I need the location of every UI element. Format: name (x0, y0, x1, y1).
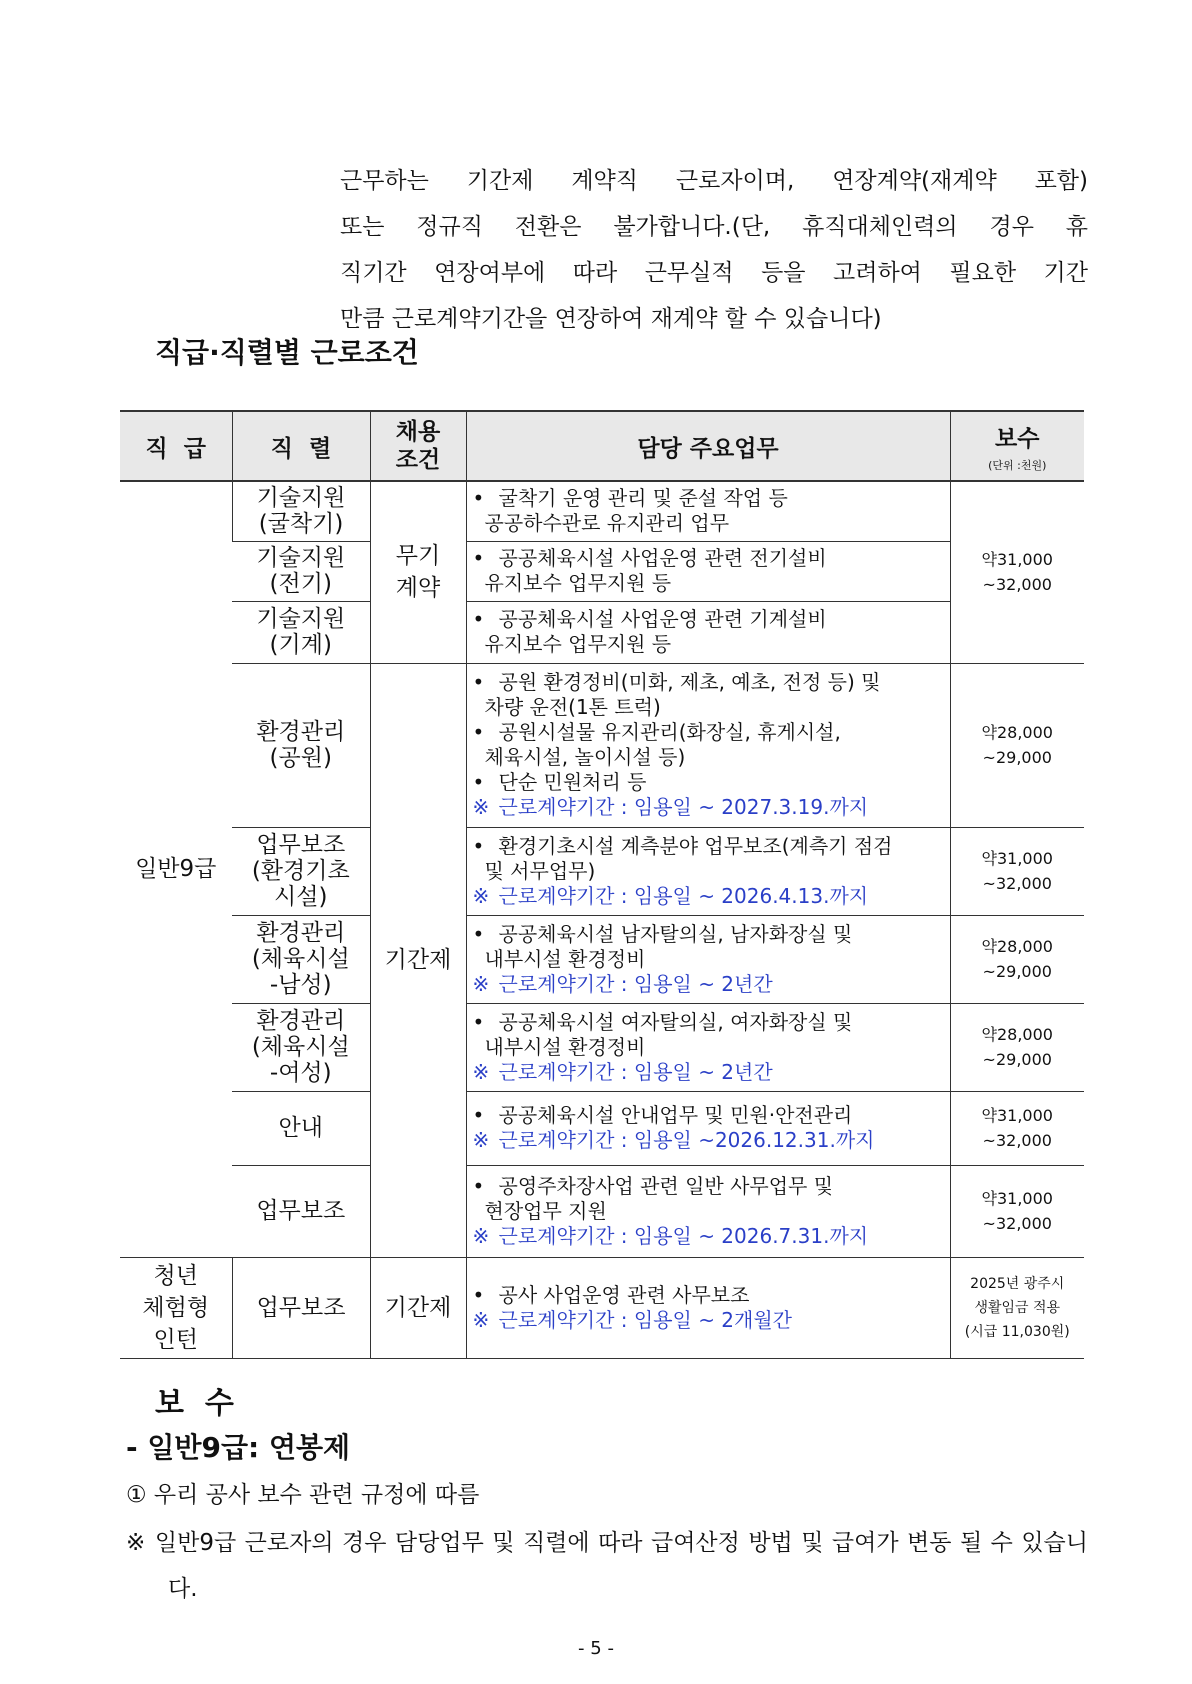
header-pay-unit: (단위 :천원) (988, 458, 1047, 472)
table-row (120, 1257, 1084, 1358)
grade-intern: 청년 체험형 인턴 (120, 1257, 232, 1358)
duty-cell (466, 1091, 950, 1165)
series-cell: 환경관리 (공원) (232, 663, 370, 827)
series-cell: 환경관리 (체육시설 -여성) (232, 1003, 370, 1091)
duty-cell (466, 1257, 950, 1358)
duty-bullet: • 공공체육시설 여자탈의실, 여자화장실 및 내부시설 환경정비 (472, 1009, 853, 1059)
hiring-intern: 기간제 (370, 1257, 466, 1358)
contract-period-note: ※ 근로계약기간 : 임용일 ~ 2년간 (472, 971, 773, 996)
header-pay-label: 보수 (995, 425, 1040, 452)
intro-line: 만큼 근로계약기간을 연장하여 재계약 할 수 있습니다) (340, 306, 882, 332)
duty-bullet: • 공공체육시설 안내업무 및 민원·안전관리 (472, 1103, 853, 1127)
duty-bullet: • 공원시설물 유지관리(화장실, 휴게시설, 체육시설, 놀이시설 등) (472, 720, 841, 769)
hiring-fixed: 기간제 (370, 663, 466, 1257)
series-cell: 환경관리 (체육시설 -남성) (232, 915, 370, 1003)
duty-cell (466, 1003, 950, 1091)
series-cell: 안내 (232, 1091, 370, 1165)
pay-section-subtitle: - 일반9급: 연봉제 (126, 1431, 351, 1464)
series-cell: 업무보조 (환경기초 시설) (232, 827, 370, 915)
duty-cell (466, 915, 950, 1003)
pay-cell: 2025년 광주시 생활임금 적용 (시급 11,030원) (950, 1257, 1084, 1358)
contract-period-note: ※ 근로계약기간 : 임용일 ~ 2027.3.19.까지 (472, 795, 869, 819)
series-cell: 기술지원 (전기) (232, 541, 370, 601)
duty-bullet: • 공원 환경정비(미화, 제초, 예초, 전정 등) 및 차량 운전(1톤 트럭) (472, 670, 881, 719)
duty-cell (466, 1165, 950, 1257)
header-duties: 담당 주요업무 (466, 411, 950, 481)
duty-bullet: • 단순 민원처리 등 (472, 770, 647, 794)
header-series: 직 렬 (232, 411, 370, 481)
pay-cell: 약31,000 ~32,000 (950, 1165, 1084, 1257)
pay-cell: 약31,000 ~32,000 (950, 827, 1084, 915)
contract-period-note: ※ 근로계약기간 : 임용일 ~ 2개월간 (472, 1307, 792, 1332)
grade-general: 일반9급 (120, 481, 232, 1257)
table-row (120, 541, 1084, 601)
contract-period-note: ※ 근로계약기간 : 임용일 ~ 2026.4.13.까지 (472, 883, 869, 908)
page-number: - 5 - (578, 1638, 614, 1659)
header-grade: 직 급 (120, 411, 232, 481)
intro-paragraph (340, 158, 1088, 342)
duty-bullet: • 공사 사업운영 관련 사무보조 (472, 1282, 750, 1307)
duty-cell (466, 481, 950, 541)
intro-line: 직기간 연장여부에 따라 근무실적 등을 고려하여 필요한 기간 (340, 260, 1088, 286)
pay-note (126, 1520, 1088, 1612)
series-cell: 기술지원 (기계) (232, 601, 370, 663)
intro-line: 또는 정규직 전환은 불가합니다.(단, 휴직대체인력의 경우 휴 (340, 214, 1088, 240)
pay-cell: 약28,000 ~29,000 (950, 915, 1084, 1003)
series-cell: 업무보조 (232, 1257, 370, 1358)
duty-bullet: • 공공체육시설 남자탈의실, 남자화장실 및 내부시설 환경정비 (472, 921, 853, 971)
duty-bullet: • 공영주차장사업 관련 일반 사무업무 및 현장업무 지원 (472, 1173, 834, 1223)
pay-cell: 약28,000 ~29,000 (950, 663, 1084, 827)
duty-bullet: • 공공체육시설 사업운영 관련 기계설비 유지보수 업무지원 등 (472, 607, 827, 656)
intro-line: 근무하는 기간제 계약직 근로자이며, 연장계약(재계약 포함) (340, 168, 1088, 194)
pay-cell: 약28,000 ~29,000 (950, 1003, 1084, 1091)
duty-bullet: • 공공체육시설 사업운영 관련 전기설비 유지보수 업무지원 등 (472, 546, 827, 595)
duty-bullet: • 굴착기 운영 관리 및 준설 작업 등 공공하수관로 유지관리 업무 (472, 486, 788, 536)
header-pay (950, 411, 1084, 481)
table-row (120, 1091, 1084, 1165)
table-row (120, 601, 1084, 663)
table-header-row (120, 411, 1084, 481)
pay-note-text: ※ 일반9급 근로자의 경우 담당업무 및 직렬에 따라 급여산정 방법 및 급여가 변동 될 수 있습니다. (126, 1530, 1088, 1602)
pay-section-title: 보 수 (155, 1386, 234, 1421)
duty-bullet: • 환경기초시설 계측분야 업무보조(계측기 점검 및 서무업무) (472, 833, 893, 883)
duty-cell (466, 663, 950, 827)
contract-period-note: ※ 근로계약기간 : 임용일 ~ 2년간 (472, 1059, 773, 1084)
work-conditions-table (120, 410, 1084, 1359)
pay-permanent: 약31,000 ~32,000 (950, 481, 1084, 663)
pay-cell: 약31,000 ~32,000 (950, 1091, 1084, 1165)
table-row (120, 915, 1084, 1003)
duty-cell (466, 601, 950, 663)
contract-period-note: ※ 근로계약기간 : 임용일 ~ 2026.7.31.까지 (472, 1223, 869, 1248)
section-title: 직급·직렬별 근로조건 (155, 336, 419, 369)
series-cell: 기술지원 (굴착기) (232, 481, 370, 541)
hiring-permanent: 무기 계약 (370, 481, 466, 663)
series-cell: 업무보조 (232, 1165, 370, 1257)
table-row (120, 1003, 1084, 1091)
table-row (120, 827, 1084, 915)
table-row (120, 1165, 1084, 1257)
duty-cell (466, 827, 950, 915)
duty-cell (466, 541, 950, 601)
table-row (120, 481, 1084, 541)
pay-rule-item: ① 우리 공사 보수 관련 규정에 따름 (126, 1482, 480, 1508)
table-row (120, 663, 1084, 827)
header-hiring: 채용 조건 (370, 411, 466, 481)
contract-period-note: ※ 근로계약기간 : 임용일 ~2026.12.31.까지 (472, 1128, 875, 1152)
